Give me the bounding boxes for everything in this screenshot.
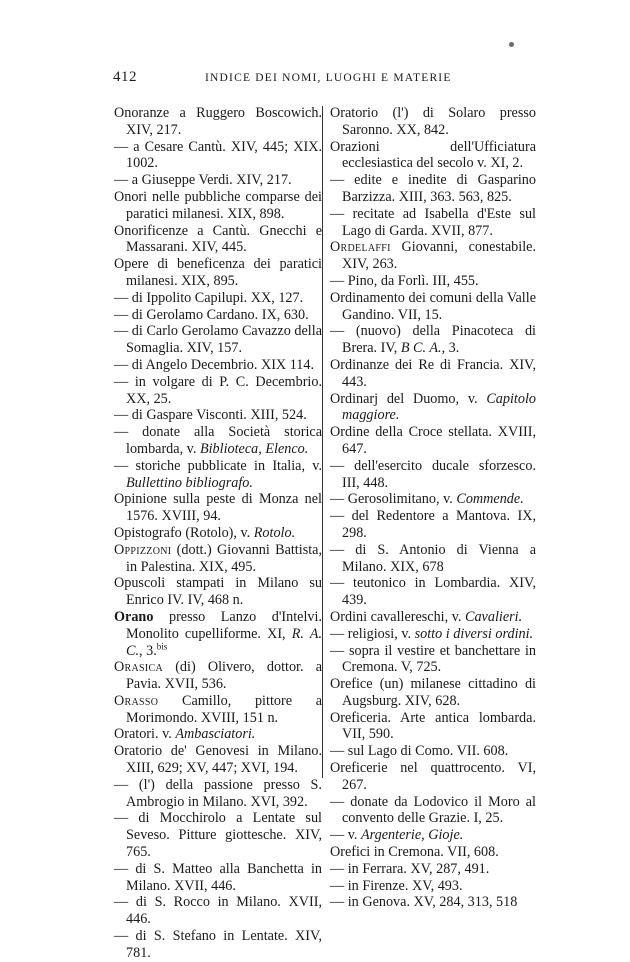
entry-text: — religiosi, v. <box>330 625 415 642</box>
entry-text: (dott.) Giovanni Battista, in Palestina. XIX, 495. <box>126 541 322 575</box>
entry-text: Giovanni, conestabile. XIV, 263. <box>342 239 536 273</box>
index-entry: — Pino, da Forlì. III, 455. <box>330 272 479 289</box>
index-entry: — a Cesare Cantù. XIV, 445; XIX. 1002. <box>114 138 322 172</box>
entry-reference: Ambasciatori. <box>175 726 256 743</box>
index-entry: Ordinanze dei Re di Francia. XIV, 443. <box>330 356 536 390</box>
index-entry <box>114 609 322 659</box>
index-entry: — di Ippolito Capilupi. XX, 127. <box>114 289 304 306</box>
index-entry <box>114 693 322 727</box>
entry-reference: Bullettino bibliografo. <box>126 474 253 491</box>
index-entry <box>114 458 322 492</box>
index-entry: — di S. Rocco in Milano. XVII, 446. <box>114 894 322 928</box>
index-entry <box>114 659 322 693</box>
entry-text: , 3. <box>441 340 460 357</box>
index-entry: — in Ferrara. XV, 287, 491. <box>330 860 490 877</box>
index-entry: — di Mocchirolo a Lentate sul Seveso. Pitture giottesche. XIV, 765. <box>114 810 322 861</box>
index-entry: — di Carlo Gerolamo Cavazzo della Somaglia. XIV, 157. <box>114 323 322 357</box>
running-title: INDICE DEI NOMI, LUOGHI E MATERIE <box>205 72 452 84</box>
entry-text: — Gerosolimitano, v. <box>330 491 457 508</box>
entry-text: Oratori. v. <box>114 726 176 743</box>
index-entry: — sul Lago di Como. VII. 608. <box>330 743 509 760</box>
entry-text: Ordini cavallereschi, v. <box>330 608 465 625</box>
index-entry <box>330 239 536 273</box>
entry-reference: R. A. C. <box>126 625 322 659</box>
index-entry <box>114 726 322 743</box>
corner-dot <box>509 42 514 47</box>
index-entry: — di Angelo Decembrio. XIX 114. <box>114 356 315 373</box>
index-entry: — donate da Lodovico il Moro al convento delle Grazie. I, 25. <box>330 793 536 827</box>
index-entry: — teutonico in Lombardia. XIV, 439. <box>330 575 536 609</box>
entry-reference: Argenterie, Gioje. <box>361 827 464 844</box>
entry-reference: B C. A. <box>400 340 442 357</box>
index-entry: Oreficerie nel quattrocento. VI, 267. <box>330 760 536 793</box>
entry-text: presso Lanzo d'Intelvi. Monolito cupelliforme. XI, <box>126 608 322 642</box>
entry-text: , 3. <box>139 642 157 659</box>
right-column <box>330 105 536 911</box>
index-entry: — di S. Antonio di Vienna a Milano. XIX, 678 <box>330 541 536 575</box>
index-entry <box>114 424 322 458</box>
index-entry: — in volgare di P. C. Decembrio. XX, 25. <box>114 373 322 407</box>
index-entry: Orefici in Cremona. VII, 608. <box>330 844 499 861</box>
index-entry: Oreficeria. Arte antica lombarda. VII, 590. <box>330 709 536 743</box>
index-entry: — di S. Stefano in Lentate. XIV, 781. <box>114 928 322 961</box>
entry-surname: Orasica <box>114 659 164 676</box>
index-entry: Ordinamento dei comuni della Valle Gandino. VII, 15. <box>330 289 536 323</box>
entry-superscript: bis <box>156 640 168 651</box>
index-entry: Ordine della Croce stellata. XVIII, 647. <box>330 424 536 457</box>
index-entry: Orefice (un) milanese cittadino di Augsburg. XIV, 628. <box>330 676 536 709</box>
index-entry <box>330 626 536 643</box>
index-entry: Onorificenze a Cantù. Gnecchi e Massarani. XIV, 445. <box>114 222 322 256</box>
entry-surname: Orasso <box>114 692 159 709</box>
entry-text: Camillo, pittore a Morimondo. XVIII, 151 n. <box>126 692 322 726</box>
entry-reference: Rotolo. <box>253 524 296 541</box>
index-entry: — in Firenze. XV, 493. <box>330 877 463 894</box>
entry-text: (di) Olivero, dottor. a Pavia. XVII, 536. <box>126 659 322 693</box>
index-entry <box>330 827 536 844</box>
index-entry: Opere di beneficenza dei paratici milanesi. XIX, 895. <box>114 256 322 289</box>
index-entry <box>330 323 536 357</box>
index-entry: Opinione sulla peste di Monza nel 1576. XVIII, 94. <box>114 491 322 525</box>
index-entry: — (l') della passione presso S. Ambrogio in Milano. XVI, 392. <box>114 776 322 810</box>
index-entry: Onori nelle pubbliche comparse dei paratici milanesi. XIX, 898. <box>114 188 322 222</box>
index-entry <box>330 391 536 425</box>
entry-reference: Commende. <box>456 491 524 508</box>
index-entry: — sopra il vestire et banchettare in Cremona. V, 725. <box>330 642 536 676</box>
entry-surname: Ordelaffi <box>330 239 391 256</box>
index-entry: Oratorio de' Genovesi in Milano. XIII, 629; XV, 447; XVI, 194. <box>114 743 322 777</box>
entry-reference: sotto i diversi ordini. <box>414 625 534 642</box>
index-entry: Onoranze a Ruggero Boscowich. XIV, 217. <box>114 105 322 138</box>
entry-text: — (nuovo) della Pinacoteca di Brera. IV, <box>330 323 536 357</box>
index-entry: — edite e inedite di Gasparino Barzizza. XIII, 363. 563, 825. <box>330 172 536 205</box>
index-entry <box>114 542 322 576</box>
index-entry: — di Gaspare Visconti. XIII, 524. <box>114 407 307 424</box>
entry-surname: Oppizzoni <box>114 541 172 558</box>
index-entry: — recitate ad Isabella d'Este sul Lago di Garda. XVII, 877. <box>330 205 536 239</box>
entry-text: — donate alla Società storica lombarda, v. <box>114 424 322 457</box>
index-entry: — di Gerolamo Cardano. IX, 630. <box>114 306 309 323</box>
entry-reference: Biblioteca, Elenco. <box>199 440 309 457</box>
index-entry: — del Redentore a Mantova. IX, 298. <box>330 508 536 541</box>
index-entry: Opuscoli stampati in Milano su Enrico IV. IV, 468 n. <box>114 575 322 609</box>
index-entry: — di S. Matteo alla Banchetta in Milano. XVII, 446. <box>114 860 322 894</box>
index-entry <box>114 525 322 542</box>
entry-reference: Capitolo maggiore. <box>342 390 536 424</box>
index-entry: — a Giuseppe Verdi. XIV, 217. <box>114 172 292 189</box>
index-entry <box>330 491 536 508</box>
index-entry: Oratorio (l') di Solaro presso Saronno. XX, 842. <box>330 105 536 138</box>
page-number: 412 <box>113 69 137 85</box>
entry-text: — storiche pubblicate in Italia, v. <box>114 457 322 474</box>
index-entry: — dell'esercito ducale sforzesco. III, 448. <box>330 457 536 491</box>
entry-reference: Cavalieri. <box>465 608 523 625</box>
index-entry: — in Genova. XV, 284, 313, 518 <box>330 894 518 911</box>
entry-text: Ordinarj del Duomo, v. <box>330 390 487 407</box>
index-entry <box>330 609 536 626</box>
entry-text: — v. <box>330 827 361 844</box>
entry-text: Opistografo (Rotolo), v. <box>114 524 254 541</box>
entry-headword: Orano <box>114 608 154 625</box>
column-divider <box>322 106 323 778</box>
index-entry: Orazioni dell'Ufficiatura ecclesiastica del secolo v. XI, 2. <box>330 138 536 172</box>
left-column <box>114 105 322 962</box>
